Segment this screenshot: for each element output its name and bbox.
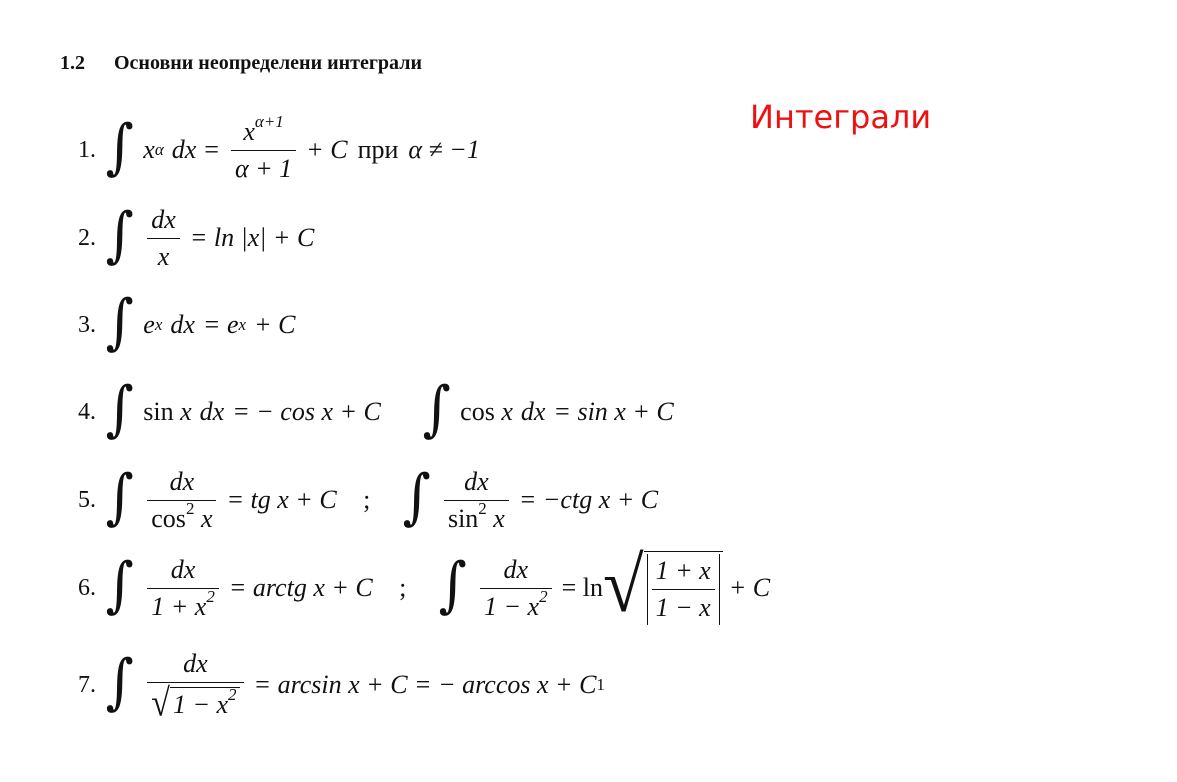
fraction (231, 111, 296, 184)
integral-sign: ∫ (105, 462, 134, 532)
dx: dx (199, 397, 225, 426)
result: = ln |x| + C (189, 223, 315, 252)
result-left: = tg x + C (226, 485, 337, 514)
result-right: = sin x + C (553, 397, 674, 426)
integral-sign: ∫ (105, 550, 134, 620)
formula-number: 5. (78, 486, 96, 513)
separator: ; (399, 573, 407, 602)
formula-number: 4. (78, 398, 96, 425)
formula-number: 6. (78, 574, 96, 601)
sqrt-icon: √ (151, 681, 170, 725)
constant: + C (254, 310, 296, 339)
numerator: dx (147, 649, 243, 683)
fraction-right: $\frac{dx}{\sin^2 x}$ (444, 467, 509, 534)
function-sin: sin (143, 397, 174, 426)
sqrt-icon: √ (603, 542, 644, 629)
formula-row-1: 1. ∫ x α dx = $\frac{x^{\alpha+1}}{\alpha + 1}$ + C при α ≠ −1 (0, 110, 480, 190)
denominator: 1 − x (484, 591, 540, 621)
dx: dx (520, 397, 546, 426)
section-title: Основни неопределени интеграли (114, 52, 422, 74)
formula-number: 1. (78, 136, 96, 163)
result-left: = − cos x + C (232, 397, 381, 426)
condition-word: при (357, 135, 399, 164)
integral-sign: ∫ (422, 374, 451, 444)
equals: = (204, 135, 219, 164)
numerator: dx (480, 555, 552, 589)
sqrt: √ $1 - x^2$ (151, 687, 239, 721)
integral-sign: ∫ (438, 550, 467, 620)
integral-sign: ∫ (105, 200, 134, 270)
integral-sign: ∫ (402, 462, 431, 532)
formula-row-3: 3. ∫ e x dx = e x + C (0, 285, 295, 365)
integral-sign: ∫ (105, 374, 134, 444)
numerator: dx (147, 555, 219, 589)
dx: dx (171, 135, 197, 164)
numerator: dx (147, 205, 180, 239)
separator: ; (363, 485, 371, 514)
var-x: x (143, 135, 155, 164)
section-number: 1.2 (60, 52, 85, 74)
numerator-x: x (243, 116, 255, 146)
integral-sign: ∫ (105, 287, 134, 357)
dx: dx (170, 310, 195, 339)
formula-number: 7. (78, 671, 96, 698)
constant: + C (728, 573, 771, 602)
formula-row-6 (0, 542, 771, 629)
section-heading (60, 52, 422, 75)
denominator-fn: sin (447, 503, 479, 533)
ln-equals: = ln (561, 573, 603, 602)
abs-numerator: 1 + x (652, 556, 715, 590)
denominator: 1 + x (151, 591, 207, 621)
formula-row-5 (0, 460, 658, 540)
numerator: dx (147, 467, 216, 501)
integral-sign: ∫ (105, 112, 134, 182)
fraction (147, 205, 180, 272)
fraction-right: $\frac{dx}{1 - x^2}$ (480, 555, 552, 622)
constant: + C (306, 135, 348, 164)
denominator: x (157, 241, 170, 271)
result: = arcsin x + C = − arccos x + C (253, 670, 597, 699)
sqrt-content: 1 − x (172, 689, 229, 719)
annotation-label: Интеграли (750, 98, 932, 136)
fraction (147, 649, 243, 725)
result: = e (202, 310, 239, 339)
result-left: = arctg x + C (228, 573, 373, 602)
abs-denominator: 1 − x (655, 593, 711, 622)
sqrt (603, 542, 723, 629)
integral-sign: ∫ (105, 647, 134, 717)
formula-row-4: 4. ∫ sin x dx = − cos x + C ∫ cos x dx = sin x + C (0, 372, 674, 452)
formula-number: 2. (78, 224, 96, 251)
formula-row-2 (0, 198, 314, 278)
absolute-value (647, 554, 720, 625)
numerator-exp: α+1 (254, 111, 284, 131)
denominator-fn: cos (151, 503, 186, 533)
function-cos: cos (460, 397, 495, 426)
condition: α ≠ −1 (408, 135, 480, 164)
numerator: dx (444, 467, 509, 501)
formula-number: 3. (78, 311, 96, 338)
fraction-left: $\frac{dx}{\cos^2 x}$ (147, 467, 216, 534)
formula-row-7: 7. ∫ dx √ $1 - x^2$ = arcsin x + C = − arccos x + C 1 (0, 645, 605, 725)
fraction-left: $\frac{dx}{1 + x^2}$ (147, 555, 219, 622)
denominator: α + 1 (234, 153, 293, 183)
result-right: = −ctg x + C (518, 485, 659, 514)
